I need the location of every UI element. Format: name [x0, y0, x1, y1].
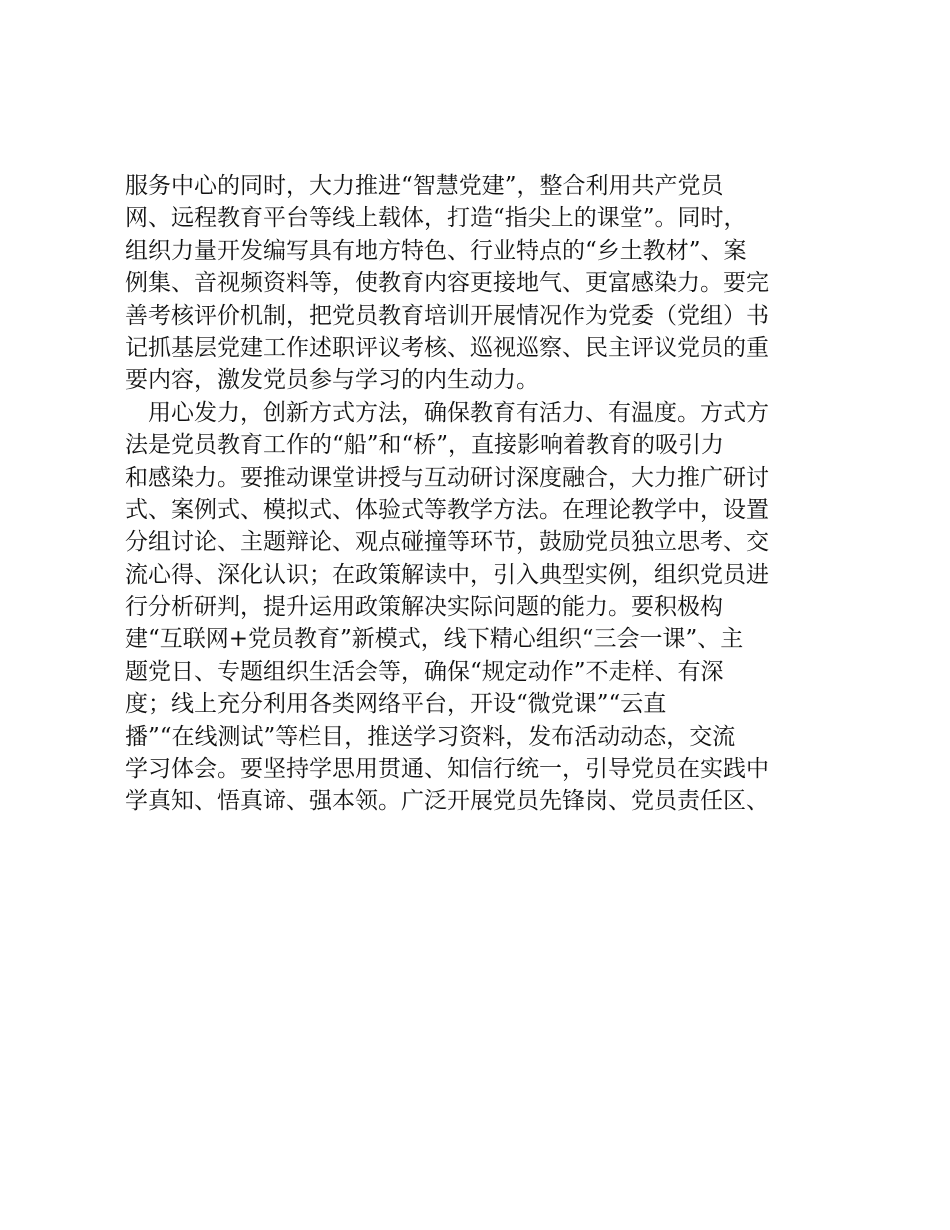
text-line: 要内容，激发党员参与学习的内生动力。	[125, 367, 539, 394]
text-line: 学真知、悟真谛、强本领。广泛开展党员先锋岗、党员责任区、	[125, 788, 769, 815]
text-line: 例集、音视频资料等，使教育内容更接地气、更富感染力。要完	[125, 270, 769, 297]
text-line: 和感染力。要推动课堂讲授与互动研讨深度融合，大力推广研讨	[125, 464, 769, 491]
text-line: 式、案例式、模拟式、体验式等教学方法。在理论教学中，设置	[125, 496, 769, 523]
text-line: 善考核评价机制，把党员教育培训开展情况作为党委（党组）书	[125, 302, 769, 329]
text-line: 建“互联网+党员教育”新模式，线下精心组织“三会一课”、主	[125, 626, 744, 653]
text-line: 组织力量开发编写具有地方特色、行业特点的“乡土教材”、案	[125, 237, 747, 264]
text-line: 服务中心的同时，大力推进“智慧党建”，整合利用共产党员	[125, 173, 724, 199]
text-line: 法是党员教育工作的“船”和“桥”，直接影响着教育的吸引力	[125, 432, 725, 459]
text-line: 流心得、深化认识；在政策解读中，引入典型实例，组织党员进	[125, 561, 769, 588]
text-line: 行分析研判，提升运用政策解决实际问题的能力。要积极构	[125, 594, 723, 621]
text-line: 分组讨论、主题辩论、观点碰撞等环节，鼓励党员独立思考、交	[125, 529, 769, 556]
text-line: 题党日、专题组织生活会等，确保“规定动作”不走样、有深	[125, 658, 724, 685]
text-line: 播”“在线测试”等栏目，推送学习资料，发布活动动态，交流	[125, 723, 736, 750]
text-line: 网、远程教育平台等线上载体，打造“指尖上的课堂”。同时，	[125, 205, 747, 232]
text-line: 度；线上充分利用各类网络平台，开设“微党课”“云直	[125, 691, 667, 718]
text-line: 用心发力，创新方式方法，确保教育有活力、有温度。方式方	[125, 399, 769, 426]
text-line: 记抓基层党建工作述职评议考核、巡视巡察、民主评议党员的重	[125, 334, 769, 361]
body-text	[125, 170, 835, 818]
text-line: 学习体会。要坚持学思用贯通、知信行统一，引导党员在实践中	[125, 756, 769, 783]
